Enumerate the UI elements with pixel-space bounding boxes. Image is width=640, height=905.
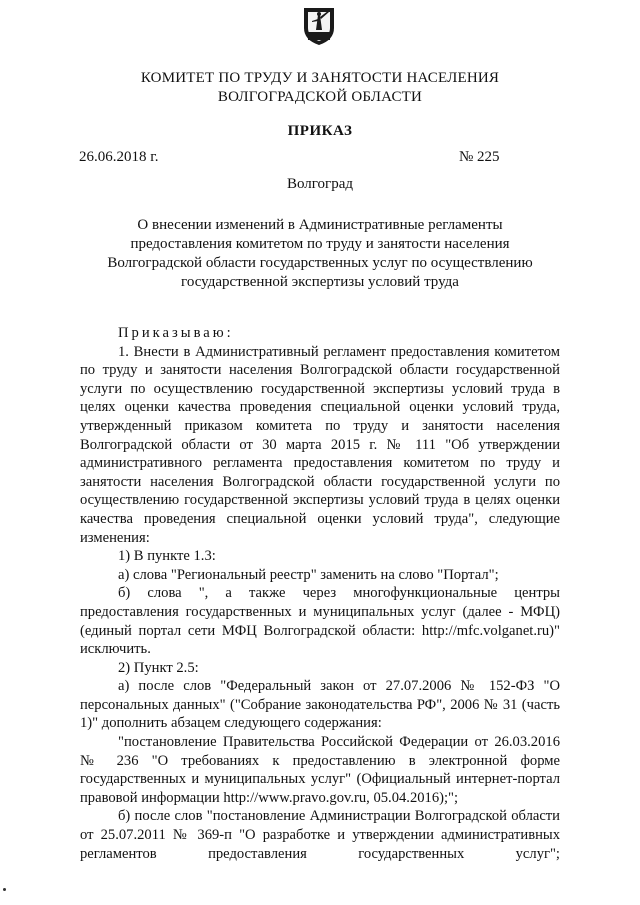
- subject-line: государственной экспертизы условий труда: [181, 274, 459, 290]
- city: Волгоград: [286, 176, 353, 192]
- order-word: Приказываю:: [118, 325, 234, 341]
- document-type: ПРИКАЗ: [287, 123, 353, 139]
- committee-line-1: КОМИТЕТ ПО ТРУДУ И ЗАНЯТОСТИ НАСЕЛЕНИЯ: [140, 70, 500, 86]
- order-date: 26.06.2018 г.: [79, 149, 159, 165]
- paragraph-item-1a: а) слова "Региональный реестр" заменить на слово "Портал";: [118, 566, 499, 583]
- scan-mark: [3, 888, 6, 891]
- committee-name: [0, 69, 640, 107]
- coat-of-arms-icon: [302, 6, 336, 46]
- paragraph-item-2a: а) после слов "Федеральный закон от 27.07.2006 № 152-ФЗ "О персональных данных" ("Собрание законодательства РФ", 2006 № 31 (часть 1)" дополнить абзацем следующего содержания:: [80, 678, 560, 732]
- subject-line: предоставления комитетом по труду и занятости населения: [130, 236, 510, 252]
- subject-line: О внесении изменений в Административные регламенты: [137, 217, 503, 233]
- subject-line: Волгоградской области государственных услуг по осуществлению: [107, 255, 533, 271]
- order-subject: [90, 216, 550, 292]
- paragraph-1: 1. Внести в Административный регламент предоставления комитетом по труду и занятости населения Волгоградской области государственной услуги по осуществлению государственной экспертизы условий труда в целях оценки качества проведения специальной оценки условий труда, утвержденный приказом комитета по труду и занятости населения Волгоградской области от 30 марта 2015 г. № 111 "Об утверждении административного регламента предоставления комитетом по труду и занятости населения Волгоградской области государственной услуги по осуществлению государственной экспертизы условий труда в целях оценки качества проведения специальной оценки условий труда", следующие изменения:: [80, 343, 560, 546]
- committee-line-2: ВОЛГОГРАДСКОЙ ОБЛАСТИ: [217, 89, 423, 105]
- order-number: № 225: [459, 149, 500, 165]
- order-body: [80, 324, 560, 863]
- paragraph-item-2: 2) Пункт 2.5:: [118, 659, 199, 676]
- paragraph-item-1b: б) слова ", а также через многофункциональные центры предоставления государственных и муниципальных услуг (далее - МФЦ) (единый портал сети МФЦ Волгоградской области: http://mfc.volganet.ru)" исключить.: [80, 585, 560, 658]
- paragraph-item-1: 1) В пункте 1.3:: [118, 548, 216, 565]
- paragraph-item-2b: б) после слов "постановление Администрации Волгоградской области от 25.07.2011 № 369-п "О разработке и утверждении административных регламентов предоставления государственных услуг";: [80, 808, 560, 862]
- paragraph-quote: "постановление Правительства Российской Федерации от 26.03.2016 № 236 "О требованиях к предоставлению в электронной форме государственных и муниципальных услуг" (Официальный интернет-портал правовой информации http://www.pravo.gov.ru, 05.04.2016);";: [80, 734, 560, 806]
